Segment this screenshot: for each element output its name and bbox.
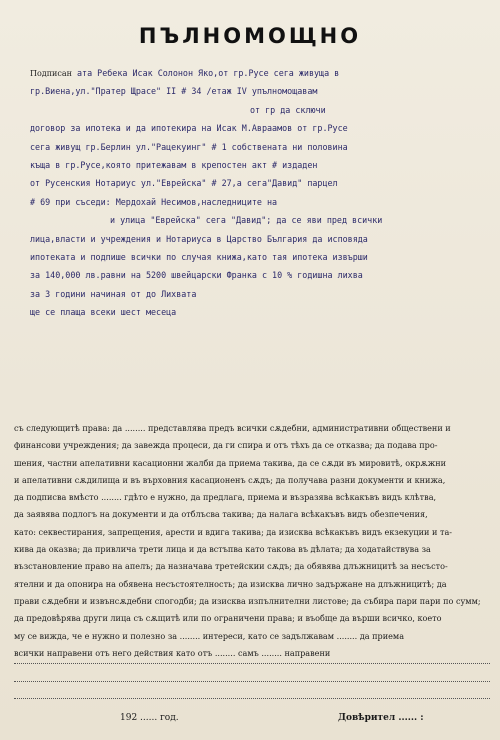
page-title: ПЪЛНОМОЩНО (138, 24, 362, 48)
typed-line: и улица "Еврейска" сега "Давид"; да се яви пред всички (110, 215, 383, 226)
printed-line: прави сѫдебни и извънсѫдебни спогодби; да изисква изпълнителни листове; да събира пари пари по сумм; (14, 595, 481, 606)
printed-rights-text (14, 420, 490, 662)
printed-line: да предовѣрява други лица съ сѫщитѣ или по ограничени права; и въобще да върши всичко, което (14, 613, 442, 624)
printed-line: да заявява подлогъ на документи и да отблъсва такива; да налага всѣкакъвъ видъ обезпечения, (14, 509, 428, 520)
printed-line: възстановление право на апелъ; да назначава третейскии сѫдъ; да обявява длъжницитѣ за несъсто- (14, 561, 448, 572)
printed-label-podpisan: Подписан (30, 69, 72, 78)
typed-line: от гр да сключи (250, 104, 326, 115)
typed-line: за 3 години начиная от до Лихвата (30, 288, 197, 299)
printed-line: финансови учреждения; да завежда процеси, да ги спира и отъ тѣхъ да се отказва; да подава про- (14, 440, 438, 451)
printed-line: съ следующитѣ права: да ........ представлява предъ всички сѫдебни, административни обществени и (14, 423, 451, 433)
typed-line: ипотеката и подпише всички по случая книжа,като тая ипотека извърши (30, 251, 368, 262)
printed-line: всички направени отъ него действия като отъ ........ самъ ........ направени (14, 647, 331, 658)
dotted-fill-line (14, 663, 490, 664)
printed-line: да подписва вмѣсто ........ гдѣто е нужно, да предлага, приема и възразява всѣкакъвъ видъ клѣтва, (14, 492, 437, 503)
printed-line: ятелни и да опонира на обявена несъстоятелность; да изисква лично задържане на длъжницитѣ; да (14, 578, 447, 589)
typed-line: къща в гр.Русе,която притежавам в крепостен акт # издаден (30, 159, 318, 170)
printed-line: шения, частни апелативни касационни жалби да приема такива, да се сѫди въ мировитѣ, окрѫжни (14, 457, 446, 468)
signer-label: Довѣрител ...... : (338, 713, 424, 723)
printed-line: и апелативни сѫдилища и въ върховния касационенъ сѫдъ; да получава разни документи и книжа, (14, 474, 446, 485)
dotted-fill-line (14, 681, 490, 682)
typed-line: за 140,000 лв.равни на 5200 швейцарски Франка с 10 % годишна лихва (30, 270, 363, 281)
typed-line: Подписан ата Ребека Исак Солонон Яко,от гр.Русе сега живуща в (30, 68, 340, 78)
typed-line: # 69 при съседи: Мердохай Несимов,наследниците на (30, 196, 278, 207)
typed-line: от Русенския Нотариус ул."Еврейска" # 27,а сега"Давид" парцел (30, 178, 338, 189)
typed-line: лица,власти и учреждения и Нотариуса в Царство България да исповяда (30, 233, 368, 244)
dotted-fill-line (14, 698, 490, 699)
printed-line: като: секвестирания, запрещения, арести и вдига такива; да изисква всѣкакъвъ видъ екзекуции и та- (14, 526, 453, 537)
typed-line: сега живущ гр.Берлин ул."Рацекуинг" # 1 собствената ни половина (30, 141, 348, 152)
printed-line: кива да оказва; да привлича трети лица и да встъпва като такова въ дѣлата; да ходатайствува за (14, 544, 431, 555)
date-year-field: 192 ...... год. (120, 713, 179, 723)
printed-line: му се вижда, че е нужно и полезно за ........ интереси, като се задължавам ........ да приема (14, 630, 405, 641)
typed-line: ще се плаща всеки шест месеца (30, 307, 177, 318)
typed-line: гр.Виена,ул."Пратер Щрасе" II # 34 /етаж IV упълномощавам (30, 86, 318, 97)
typed-body (30, 64, 482, 321)
typed-line: договор за ипотека и да ипотекира на Исак М.Авраамов от гр.Русе (30, 123, 348, 134)
